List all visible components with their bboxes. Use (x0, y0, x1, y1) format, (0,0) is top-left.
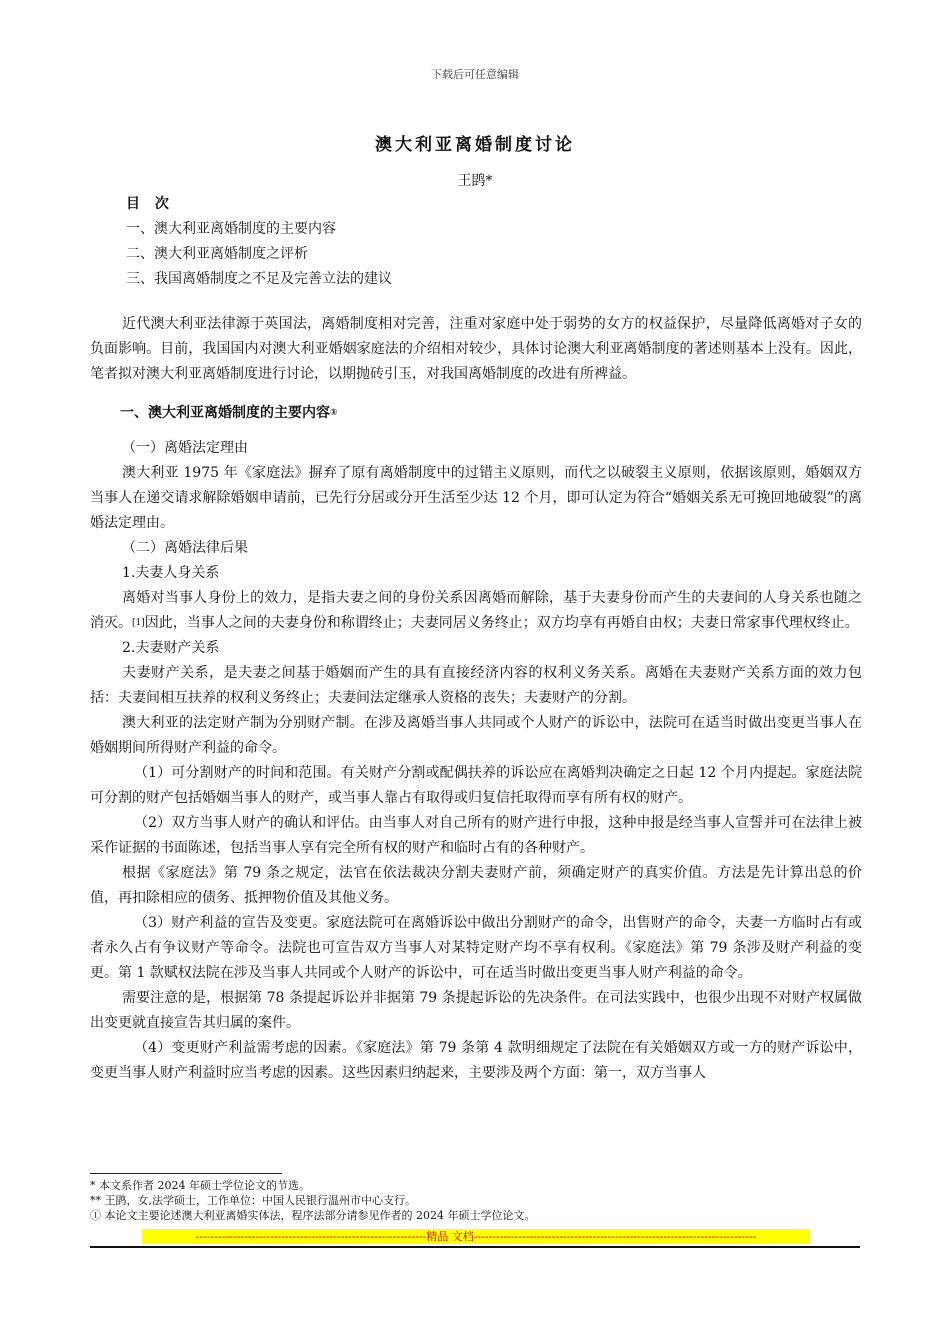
footnote: ** 王鹍，女,法学硕士，工作单位：中国人民银行温州市中心支行。 (90, 1194, 416, 1207)
paragraph: 澳大利亚的法定财产制为分别财产制。在涉及离婚当事人共同或个人财产的诉讼中，法院可在适当时做出变更当事人在婚姻期间所得财产利益的命令。 (90, 715, 862, 756)
article-title: 澳大利亚离婚制度讨论 (375, 135, 575, 155)
paragraph: 夫妻财产关系，是夫妻之间基于婚姻而产生的具有直接经济内容的权利义务关系。离婚在夫妻财产关系方面的效力包括：夫妻间相互扶养的权利义务终止；夫妻间法定继承人资格的丧失；夫妻财产的分割。 (90, 665, 862, 706)
footnote: ① 本论文主要论述澳大利亚离婚实体法，程序法部分请参见作者的 2024 年硕士学位论文。 (90, 1209, 536, 1222)
footnotes (90, 1178, 850, 1223)
section-heading (120, 401, 862, 426)
toc-heading: 目 次 (126, 196, 169, 212)
citation-ref: [1] (132, 618, 145, 628)
paragraph-text: 因此，当事人之间的夫妻身份和称谓终止；夫妻同居义务终止；双方均享有再婚自由权；夫妻日常家事代理权终止。 (144, 615, 859, 631)
paragraph: （1）可分割财产的时间和范围。有关财产分割或配偶扶养的诉讼应在离婚判决确定之日起 12 个月内提起。家庭法院可分割的财产包括婚姻当事人的财产，或当事人靠占有取得或归复信托取得而享有所有权的财产。 (90, 765, 862, 806)
watermark-banner: --------------------------------------------------------------精品 文档---------------------------------------------------------------------------- (142, 1229, 810, 1244)
footnote-marker: ① (330, 408, 338, 418)
article-body (90, 312, 862, 1086)
page-header: 下载后可任意编辑 (431, 68, 519, 81)
footnote: * 本文系作者 2024 年硕士学位论文的节选。 (90, 1179, 310, 1192)
subsection-heading: （二）离婚法律后果 (122, 540, 248, 556)
subsection-heading: （一）离婚法定理由 (122, 440, 248, 456)
toc-item: 三、我国离婚制度之不足及完善立法的建议 (126, 271, 392, 287)
paragraph-intro: 近代澳大利亚法律源于英国法，离婚制度相对完善，注重对家庭中处于弱势的女方的权益保护，尽量降低离婚对子女的负面影响。目前，我国国内对澳大利亚婚姻家庭法的介绍相对较少，具体讨论澳大利亚离婚制度的著述则基本上没有。因此，笔者拟对澳大利亚离婚制度进行讨论，以期抛砖引玉，对我国离婚制度的改进有所裨益。 (90, 316, 862, 382)
paragraph-text: 离婚对当事人身份上的效力，是指夫妻之间的身份关系因离婚而解除，基于夫妻身份而产生的夫妻间的人身关系也随之消灭。 (90, 590, 862, 631)
paragraph: （3）财产利益的宣告及变更。家庭法院可在离婚诉讼中做出分割财产的命令，出售财产的命令，夫妻一方临时占有或者永久占有争议财产等命令。法院也可宣告双方当事人对某特定财产均不享有权利。《家庭法》第 79 条涉及财产利益的变更。第 1 款赋权法院在涉及当事人共同或个人财产的诉讼中，可在适当时做出变更当事人财产利益的命令。 (90, 915, 862, 981)
paragraph: 澳大利亚 1975 年《家庭法》摒弃了原有离婚制度中的过错主义原则，而代之以破裂主义原则，依据该原则，婚姻双方当事人在递交请求解除婚姻申请前，已先行分居或分开生活至少达 12 个月，即可认定为符合“婚姻关系无可挽回地破裂”的离婚法定理由。 (90, 465, 862, 531)
paragraph (90, 586, 862, 636)
paragraph: （2）双方当事人财产的确认和评估。由当事人对自己所有的财产进行申报，这种申报是经当事人宣誓并可在法律上被采作证据的书面陈述，包括当事人享有完全所有权的财产和临时占有的各种财产。 (90, 815, 862, 856)
toc-item: 二、澳大利亚离婚制度之评析 (126, 246, 308, 262)
subsection-heading: 2.夫妻财产关系 (122, 640, 220, 656)
footnote-divider (90, 1173, 282, 1174)
paragraph: （4）变更财产利益需考虑的因素。《家庭法》第 79 条第 4 款明细规定了法院在有关婚姻双方或一方的财产诉讼中，变更当事人财产利益时应当考虑的因素。这些因素归纳起来，主要涉及两个方面：第一，双方当事人 (90, 1040, 862, 1081)
paragraph: 根据《家庭法》第 79 条之规定，法官在依法裁决分割夫妻财产前，须确定财产的真实价值。方法是先计算出总的价值，再扣除相应的债务、抵押物价值及其他义务。 (90, 865, 862, 906)
bottom-divider (90, 1246, 860, 1248)
toc-item: 一、澳大利亚离婚制度的主要内容 (126, 221, 336, 237)
author-line: 王鹍* (457, 173, 493, 189)
section-heading-text: 一、澳大利亚离婚制度的主要内容 (120, 405, 330, 421)
subsection-heading: 1.夫妻人身关系 (122, 565, 220, 581)
paragraph: 需要注意的是，根据第 78 条提起诉讼并非据第 79 条提起诉讼的先决条件。在司法实践中，也很少出现不对财产权属做出变更就直接宣告其归属的案件。 (90, 990, 862, 1031)
